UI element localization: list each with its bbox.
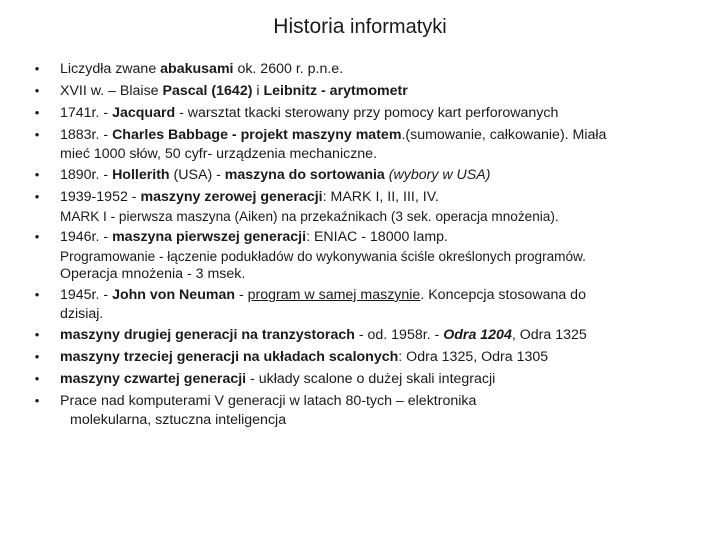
item-continuation: MARK I - pierwsza maszyna (Aiken) na przekaźnikach (3 sek. operacja mnożenia). [60, 209, 559, 224]
item-continuation: molekularna, sztuczna inteligencja [70, 412, 287, 428]
bullet-icon: • [34, 83, 40, 98]
item-text: Prace nad komputerami V generacji w latach 80-tych – elektronika [60, 393, 477, 409]
list-item [30, 186, 714, 226]
list-item [30, 102, 714, 124]
item-text: (USA) - [169, 167, 225, 183]
item-text: 1939-1952 - [60, 189, 141, 205]
bullet-icon: • [34, 327, 40, 342]
item-text: : ENIAC - 18000 lamp. [306, 229, 448, 245]
item-text: i [252, 83, 264, 99]
item-text: - [235, 287, 248, 303]
title-part2: informatyki [344, 16, 447, 38]
bullet-icon: • [34, 127, 40, 142]
item-text: , Odra 1325 [511, 327, 587, 343]
item-continuation: mieć 1000 słów, 50 cyfr- urządzenia mechaniczne. [60, 146, 378, 162]
item-text: - od. 1958r. - [354, 327, 444, 343]
item-underlined: program w samej maszynie [247, 287, 421, 303]
item-bold: Hollerith [112, 167, 170, 183]
bullet-icon: • [34, 393, 40, 408]
item-text: 1741r. - [60, 105, 113, 121]
page-title [0, 14, 720, 40]
list-item [30, 346, 714, 368]
list-item [30, 226, 714, 284]
item-text: - układy scalone o dużej skali integracji [246, 371, 496, 387]
item-bold: maszyny drugiej generacji na tranzystorach [60, 327, 355, 343]
list-item [30, 124, 714, 164]
item-bold: maszyna do sortowania [224, 167, 385, 183]
item-continuation: dzisiaj. [60, 306, 104, 322]
item-bold: Jacquard [112, 105, 176, 121]
item-bold-italic: Odra 1204 [443, 327, 512, 343]
list-item [30, 58, 714, 80]
title-part1: Historia [273, 15, 345, 38]
list-item [30, 390, 714, 430]
bullet-icon: • [34, 105, 40, 120]
item-italic: (wybory w USA) [384, 167, 491, 183]
list-item [30, 80, 714, 102]
bullet-icon: • [34, 349, 40, 364]
list-item [30, 324, 714, 346]
item-continuation: Operacja mnożenia - 3 msek. [60, 266, 246, 282]
bullet-list [30, 58, 714, 430]
item-text: 1890r. - [60, 167, 113, 183]
item-bold: Charles Babbage - projekt maszyny matem [112, 127, 402, 143]
bullet-icon: • [34, 167, 40, 182]
item-text: 1945r. - [60, 287, 113, 303]
bullet-icon: • [34, 371, 40, 386]
item-text: 1946r. - [60, 229, 113, 245]
list-item [30, 164, 714, 186]
item-bold: Pascal (1642) [162, 83, 253, 99]
bullet-icon: • [34, 229, 40, 244]
item-bold: maszyny czwartej generacji [60, 371, 247, 387]
item-text: . Koncepcja stosowana do [420, 287, 586, 303]
item-bold: maszyny trzeciej generacji na układach scalonych [60, 349, 399, 365]
list-item [30, 368, 714, 390]
bullet-icon: • [34, 189, 40, 204]
item-text: - warsztat tkacki sterowany przy pomocy kart perforowanych [175, 105, 559, 121]
item-text: XVII w. – Blaise [60, 83, 163, 99]
item-text: ok. 2600 r. p.n.e. [233, 61, 344, 77]
item-text: : MARK I, II, III, IV. [322, 189, 439, 205]
item-continuation: Programowanie - łączenie podukładów do wykonywania ściśle określonych programów. [60, 249, 586, 264]
item-bold: John von Neuman [112, 287, 236, 303]
item-bold: abakusami [160, 61, 234, 77]
item-bold: maszyna pierwszej generacji [112, 229, 307, 245]
item-bold: - arytmometr [317, 83, 408, 99]
bullet-icon: • [34, 287, 40, 302]
list-item [30, 284, 714, 324]
item-text: .(sumowanie, całkowanie). Miała [401, 127, 607, 143]
item-text: 1883r. - [60, 127, 113, 143]
item-bold: maszyny zerowej generacji [140, 189, 323, 205]
item-bold: Leibnitz [263, 83, 318, 99]
bullet-icon: • [34, 61, 40, 76]
item-text: Liczydła zwane [60, 61, 161, 77]
item-text: : Odra 1325, Odra 1305 [398, 349, 549, 365]
